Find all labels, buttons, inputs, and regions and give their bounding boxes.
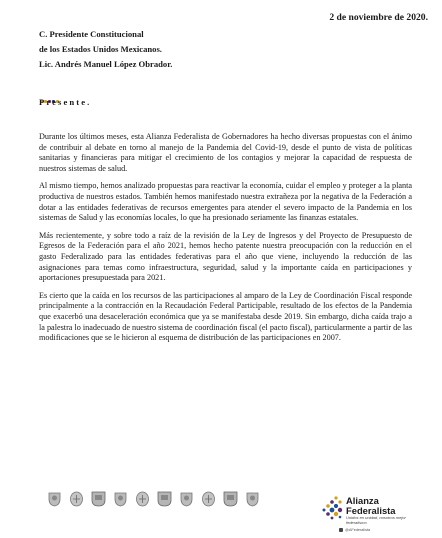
addressee-line-2: de los Estados Unidos Mexicanos. (39, 44, 162, 54)
paragraph-2: Al mismo tiempo, hemos analizado propuestas para reactivar la economía, cuidar el empleo y proteger a la planta productiva de nuestros estados. También hemos manifestado nuestra extrañeza por la negativa de la Federación a dotar a las entidades federativas de recursos emergentes para atender el severo impacto de la Pandemia en los sistemas de Salud y las economías locales, lo que ha presionado seriamente las finanzas estatales. (39, 181, 412, 223)
twitter-icon (339, 528, 343, 532)
letter-body (39, 132, 412, 351)
addressee-block (39, 27, 172, 72)
state-seal-icon (222, 490, 239, 507)
state-seal-icon (112, 490, 129, 507)
brand-name-line-2: Federalista (346, 504, 396, 516)
paragraph-1: Durante los últimos meses, esta Alianza Federalista de Gobernadores ha hecho diversas propuestas con el ánimo de contribuir al debate en torno al manejo de la Pandemia del Covid-19, desde el punto de vista de políticas sanitarias y financieras para mitigar el crecimiento de los contagios y mejorar la capacidad de respuesta de nuestros sistemas de salud. (39, 132, 412, 173)
state-seal-icon (90, 490, 107, 507)
state-seal-icon (200, 490, 217, 507)
addressee-line-3: Lic. Andrés Manuel López Obrador. (39, 59, 173, 69)
state-seal-icon (68, 490, 85, 507)
state-seal-icon (46, 490, 63, 507)
state-seal-icon (156, 490, 173, 507)
alianza-dots-icon (319, 494, 345, 520)
footer (0, 488, 442, 538)
accent-dots (40, 90, 60, 96)
alianza-federalista-logo (319, 494, 439, 538)
paragraph-4: Es cierto que la caída en los recursos de las participaciones al amparo de la Ley de Coordinación Fiscal responde principalmente a la contracción en la Recaudación Federal Participable, resultado de los efectos de la Pandemia que exacerbó una desaceleración económica que ya se manifestaba desde 2019. Sin embargo, dicha caída trajo a la palestra lo inadecuado de nuestro sistema de coordinación fiscal (el pacto fiscal), particularmente a partir de las modificaciones que se le hicieron al esquema de distribución de las participaciones en 2007. (39, 290, 412, 343)
brand-handle-text: @AFederalista (345, 528, 371, 532)
brand-handle (339, 528, 370, 532)
greeting: Presente. (39, 97, 92, 107)
brand-name (346, 496, 416, 515)
letter-date: 2 de noviembre de 2020. (329, 12, 428, 23)
brand-tagline: Unidos en unidad, nosotros mejor federalismo (346, 515, 406, 525)
paragraph-3: Más recientemente, y sobre todo a raíz de la revisión de la Ley de Ingresos y del Proyecto de Presupuesto de Egresos de la Federación para el año 2021, hemos hecho patente nuestra preocupación con la reducción en el gasto Federalizado para las entidades federativas para el año que viene, incluyendo la reducción de las asignaciones para temas como infraestructura, seguridad, salud y la importante caída en participaciones y aportaciones presupuestada para 2021. (39, 230, 412, 283)
state-seal-icon (178, 490, 195, 507)
state-seal-icon (244, 490, 261, 507)
brand-name-line-1: Alianza (346, 495, 379, 506)
state-seals-row (46, 490, 266, 508)
state-seal-icon (134, 490, 151, 507)
addressee-line-1: C. Presidente Constitucional (39, 29, 144, 39)
